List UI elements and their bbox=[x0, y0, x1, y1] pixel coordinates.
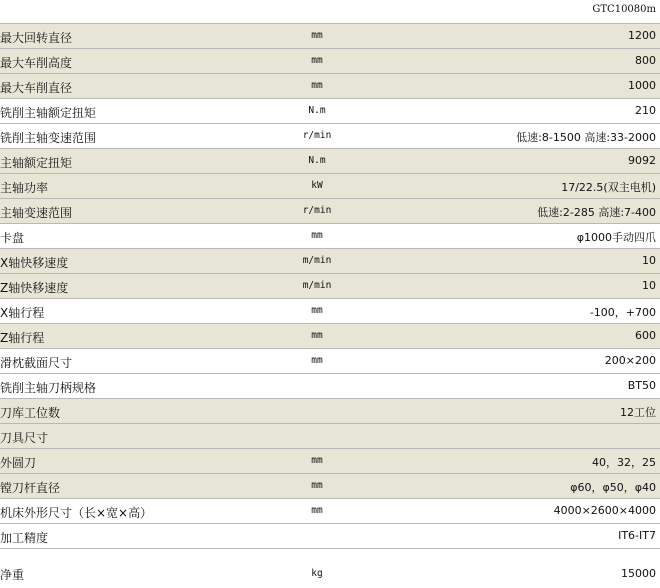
param-unit: mm bbox=[311, 505, 323, 516]
param-value: φ60，φ50，φ40 bbox=[570, 481, 656, 494]
param-value: 600 bbox=[635, 329, 656, 342]
param-name: 刀具尺寸 bbox=[0, 431, 49, 445]
param-name: 主轴额定扭矩 bbox=[0, 156, 73, 170]
spec-row bbox=[0, 348, 660, 373]
param-value: 12工位 bbox=[620, 406, 656, 419]
spec-row bbox=[0, 73, 660, 98]
param-value: 200×200 bbox=[604, 354, 656, 367]
spec-row bbox=[0, 523, 660, 548]
spec-row-net-weight bbox=[0, 548, 660, 588]
param-unit: mm bbox=[311, 30, 323, 41]
param-name: 主轴功率 bbox=[0, 181, 49, 195]
param-value: 4000×2600×4000 bbox=[553, 504, 656, 517]
param-name: Z轴快移速度 bbox=[0, 281, 69, 295]
spec-row bbox=[0, 423, 660, 448]
param-name: 刀库工位数 bbox=[0, 406, 61, 420]
param-value: 低速:8-1500 高速:33-2000 bbox=[516, 131, 656, 144]
param-name: 铣削主轴刀柄规格 bbox=[0, 381, 97, 395]
model-label: GTC10080m bbox=[592, 4, 656, 15]
param-value: 40，32，25 bbox=[592, 456, 656, 469]
param-value: 15000 bbox=[621, 567, 656, 580]
param-value: BT50 bbox=[627, 379, 656, 392]
spec-row bbox=[0, 248, 660, 273]
param-unit: mm bbox=[311, 55, 323, 66]
header-row bbox=[0, 0, 660, 22]
param-value: -100，+700 bbox=[589, 306, 656, 319]
param-unit: N.m bbox=[308, 155, 326, 166]
param-value: 1000 bbox=[628, 79, 656, 92]
param-value: 210 bbox=[635, 104, 656, 117]
spec-row bbox=[0, 498, 660, 523]
param-unit: mm bbox=[311, 455, 323, 466]
param-unit: mm bbox=[311, 480, 323, 491]
param-name: 机床外形尺寸（长×宽×高） bbox=[0, 506, 153, 520]
param-unit: mm bbox=[311, 305, 323, 316]
spec-row bbox=[0, 223, 660, 248]
param-value: 低速:2-285 高速:7-400 bbox=[537, 206, 656, 219]
spec-row bbox=[0, 473, 660, 498]
param-value: 10 bbox=[642, 254, 656, 267]
param-unit: m/min bbox=[302, 280, 332, 291]
param-unit: r/min bbox=[302, 130, 332, 141]
param-name: Z轴行程 bbox=[0, 331, 45, 345]
param-value: φ1000手动四爪 bbox=[576, 231, 656, 244]
param-name: 铣削主轴额定扭矩 bbox=[0, 106, 97, 120]
param-name: 加工精度 bbox=[0, 531, 49, 545]
spec-row bbox=[0, 123, 660, 148]
param-name: X轴快移速度 bbox=[0, 256, 69, 270]
param-unit: r/min bbox=[302, 205, 332, 216]
param-name: 滑枕截面尺寸 bbox=[0, 356, 73, 370]
param-name: 镗刀杆直径 bbox=[0, 481, 61, 495]
param-name: 最大车削直径 bbox=[0, 81, 73, 95]
param-unit: mm bbox=[311, 80, 323, 91]
param-name: 主轴变速范围 bbox=[0, 206, 73, 220]
param-name: 铣削主轴变速范围 bbox=[0, 131, 97, 145]
param-unit: mm bbox=[311, 330, 323, 341]
spec-row bbox=[0, 198, 660, 223]
spec-row bbox=[0, 98, 660, 123]
param-name: 最大回转直径 bbox=[0, 31, 73, 45]
spec-row bbox=[0, 173, 660, 198]
param-value: 800 bbox=[635, 54, 656, 67]
spec-row bbox=[0, 448, 660, 473]
param-unit: kg bbox=[311, 568, 323, 579]
param-name: 最大车削高度 bbox=[0, 56, 73, 70]
param-unit: m/min bbox=[302, 255, 332, 266]
spec-row bbox=[0, 273, 660, 298]
spec-row bbox=[0, 298, 660, 323]
spec-row bbox=[0, 373, 660, 398]
spec-row bbox=[0, 323, 660, 348]
param-name: 外圆刀 bbox=[0, 456, 37, 470]
spec-row bbox=[0, 48, 660, 73]
param-value: 17/22.5(双主电机) bbox=[561, 181, 656, 194]
param-value: 9092 bbox=[628, 154, 656, 167]
param-unit: N.m bbox=[308, 105, 326, 116]
spec-row bbox=[0, 398, 660, 423]
param-name: 净重 bbox=[0, 568, 25, 582]
param-value: 10 bbox=[642, 279, 656, 292]
param-unit: kW bbox=[311, 180, 323, 191]
param-name: 卡盘 bbox=[0, 231, 25, 245]
param-value: IT6-IT7 bbox=[618, 529, 656, 542]
spec-row bbox=[0, 148, 660, 173]
param-value: 1200 bbox=[628, 29, 656, 42]
param-unit: mm bbox=[311, 230, 323, 241]
param-unit: mm bbox=[311, 355, 323, 366]
param-name: X轴行程 bbox=[0, 306, 45, 320]
spec-row bbox=[0, 23, 660, 48]
